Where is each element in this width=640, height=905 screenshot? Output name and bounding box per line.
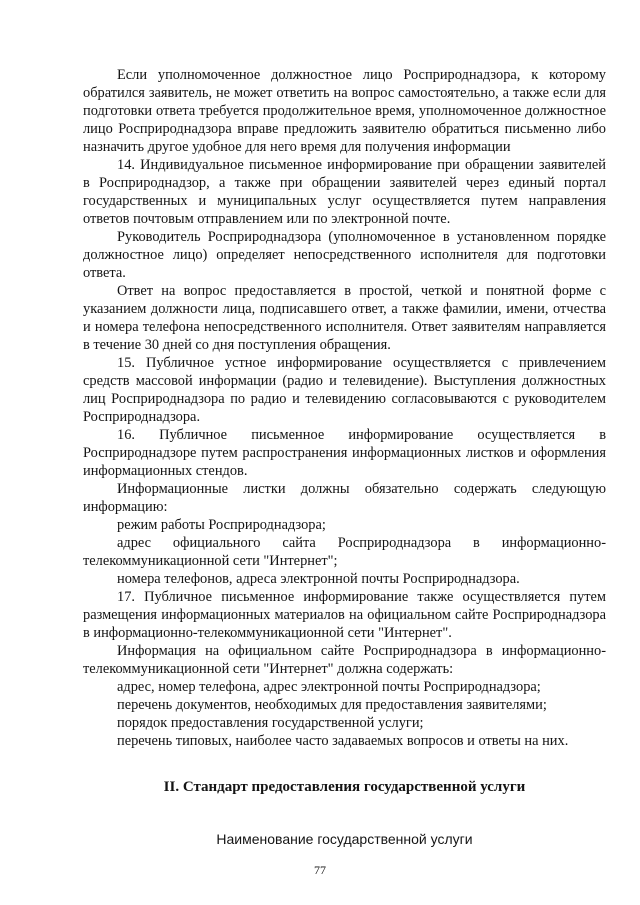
paragraph: 17. Публичное письменное информирование также осуществляется путем размещения информационных материалов на официальном сайте Росприроднадзора в информационно-телекоммуникационной сети "Интернет".	[83, 589, 606, 641]
paragraph: 15. Публичное устное информирование осуществляется с привлечением средств массовой информации (радио и телевидение). Выступления должностных лиц Росприроднадзора по радио и телевидению согласовываются с руководителем Росприроднадзора.	[83, 355, 606, 425]
list-item: перечень типовых, наиболее часто задаваемых вопросов и ответы на них.	[117, 733, 569, 749]
section-heading: II. Стандарт предоставления государственной услуги	[163, 779, 526, 795]
page-number: 77	[314, 863, 326, 877]
paragraph: 16. Публичное письменное информирование осуществляется в Росприроднадзоре путем распространения информационных листков и оформления информационных стендов.	[83, 427, 606, 479]
paragraph: Информационные листки должны обязательно содержать следующую информацию:	[83, 481, 606, 515]
list-item: порядок предоставления государственной услуги;	[117, 715, 424, 731]
list-item: адрес, номер телефона, адрес электронной почты Росприроднадзора;	[117, 679, 541, 695]
subsection-heading: Наименование государственной услуги	[216, 831, 473, 847]
document-body	[83, 66, 606, 848]
list-item: режим работы Росприроднадзора;	[117, 517, 326, 533]
list-item: номера телефонов, адреса электронной почты Росприроднадзора.	[117, 571, 520, 587]
list-item: перечень документов, необходимых для предоставления заявителями;	[117, 697, 547, 713]
list-item: адрес официального сайта Росприроднадзора в информационно-телекоммуникационной сети "Интернет";	[83, 535, 606, 569]
paragraph: Если уполномоченное должностное лицо Росприроднадзора, к которому обратился заявитель, не может ответить на вопрос самостоятельно, а также если для подготовки ответа требуется продолжительное время, уполномоченное должностное лицо Росприроднадзора вправе предложить заявителю обратиться письменно либо назначить другое удобное для него время для получения информации	[83, 67, 606, 155]
paragraph: Информация на официальном сайте Росприроднадзора в информационно-телекоммуникационной сети "Интернет" должна содержать:	[83, 643, 606, 677]
paragraph: 14. Индивидуальное письменное информирование при обращении заявителей в Росприроднадзор, а также при обращении заявителей через единый портал государственных и муниципальных услуг осуществляется путем направления ответов почтовым отправлением или по электронной почте.	[83, 157, 606, 227]
paragraph: Руководитель Росприроднадзора (уполномоченное в установленном порядке должностное лицо) определяет непосредственного исполнителя для подготовки ответа.	[83, 229, 606, 281]
paragraph: Ответ на вопрос предоставляется в простой, четкой и понятной форме с указанием должности лица, подписавшего ответ, а также фамилии, имени, отчества и номера телефона непосредственного исполнителя. Ответ заявителям направляется в течение 30 дней со дня поступления обращения.	[83, 283, 606, 353]
